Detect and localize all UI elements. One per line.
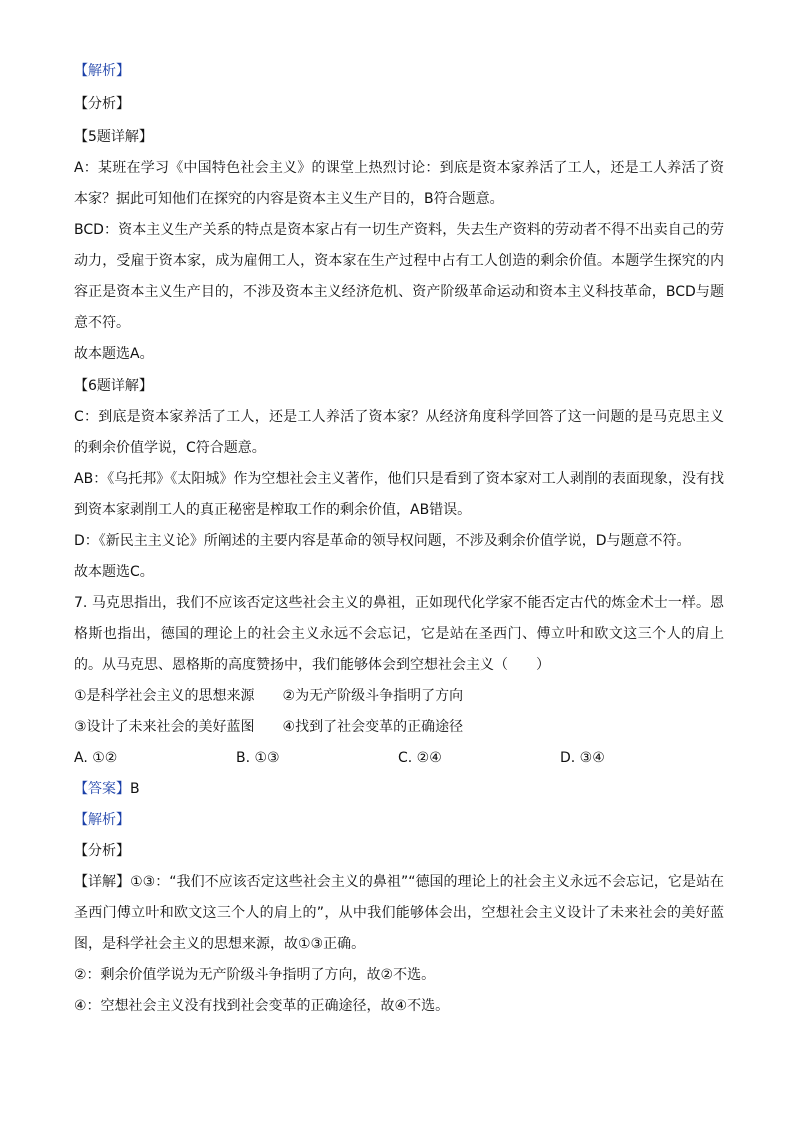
q7-answer bbox=[74, 774, 724, 805]
q7-option-d: D. ③④ bbox=[560, 750, 605, 766]
q7-detail-para1 bbox=[74, 867, 724, 960]
q7-detail-para3: ④：空想社会主义没有找到社会变革的正确途径，故④不选。 bbox=[74, 998, 450, 1014]
document-page bbox=[74, 62, 724, 1022]
fenxi-tag: 【分析】 bbox=[74, 96, 130, 112]
q7-items-row1: ①是科学社会主义的思想来源 ②为无产阶级斗争指明了方向 bbox=[74, 688, 464, 704]
q7-stem: 7. 马克思指出，我们不应该否定这些社会主义的鼻祖，正如现代化学家不能否定古代的炼金术士一样。恩格斯也指出，德国的理论上的社会主义永远不会忘记，它是站在圣西门、傅立叶和欧文这三个人的肩上的。从马克思、恩格斯的高度赞扬中，我们能够体会到空想社会主义（ ） bbox=[74, 595, 724, 673]
fenxi-tag-2: 【分析】 bbox=[74, 843, 130, 859]
q7-option-a: A. ①② bbox=[74, 750, 118, 766]
q5-detail-tag: 【5题详解】 bbox=[74, 129, 153, 145]
q6-para-c: C：到底是资本家养活了工人，还是工人养活了资本家？从经济角度科学回答了这一问题的是马克思主义的剩余价值学说，C符合题意。 bbox=[74, 409, 724, 456]
q7-option-c: C. ②④ bbox=[398, 750, 442, 766]
q6-detail-tag: 【6题详解】 bbox=[74, 378, 153, 394]
q7-items-row2: ③设计了未来社会的美好蓝图 ④找到了社会变革的正确途径 bbox=[74, 719, 464, 735]
q5-conclusion: 故本题选A。 bbox=[74, 346, 154, 362]
q6-para-ab: AB：《乌托邦》《太阳城》作为空想社会主义著作，他们只是看到了资本家对工人剥削的表面现象，没有找到资本家剥削工人的真正秘密是榨取工作的剩余价值，AB错误。 bbox=[74, 471, 724, 518]
answer-tag: 【答案】 bbox=[74, 781, 130, 797]
analysis-tag: 【解析】 bbox=[74, 63, 130, 79]
q6-para-d: D：《新民主主义论》所阐述的主要内容是革命的领导权问题，不涉及剩余价值学说，D与题意不符。 bbox=[74, 533, 691, 549]
answer-value: B bbox=[130, 781, 140, 797]
q6-conclusion: 故本题选C。 bbox=[74, 564, 154, 580]
q5-para-bcd: BCD：资本主义生产关系的特点是资本家占有一切生产资料，失去生产资料的劳动者不得不出卖自己的劳动力，受雇于资本家，成为雇佣工人，资本家在生产过程中占有工人创造的剩余价值。本题学生探究的内容正是资本主义生产目的，不涉及资本主义经济危机、资产阶级革命运动和资本主义科技革命，BCD与题意不符。 bbox=[74, 222, 724, 331]
q5-para-a: A：某班在学习《中国特色社会主义》的课堂上热烈讨论：到底是资本家养活了工人，还是工人养活了资本家？据此可知他们在探究的内容是资本主义生产目的，B符合题意。 bbox=[74, 160, 724, 207]
q7-detail-para2: ②：剩余价值学说为无产阶级斗争指明了方向，故②不选。 bbox=[74, 967, 436, 983]
q7-detail-text1: ①③：“我们不应该否定这些社会主义的鼻祖”“德国的理论上的社会主义永远不会忘记，它是站在圣西门傅立叶和欧文这三个人的肩上的”，从中我们能够体会出，空想社会主义设计了未来社会的美好蓝图，是科学社会主义的思想来源，故①③正确。 bbox=[74, 874, 725, 952]
q7-option-b: B. ①③ bbox=[236, 750, 280, 766]
analysis-tag-2: 【解析】 bbox=[74, 812, 130, 828]
q7-options bbox=[74, 743, 724, 774]
detail-tag: 【详解】 bbox=[74, 874, 131, 890]
